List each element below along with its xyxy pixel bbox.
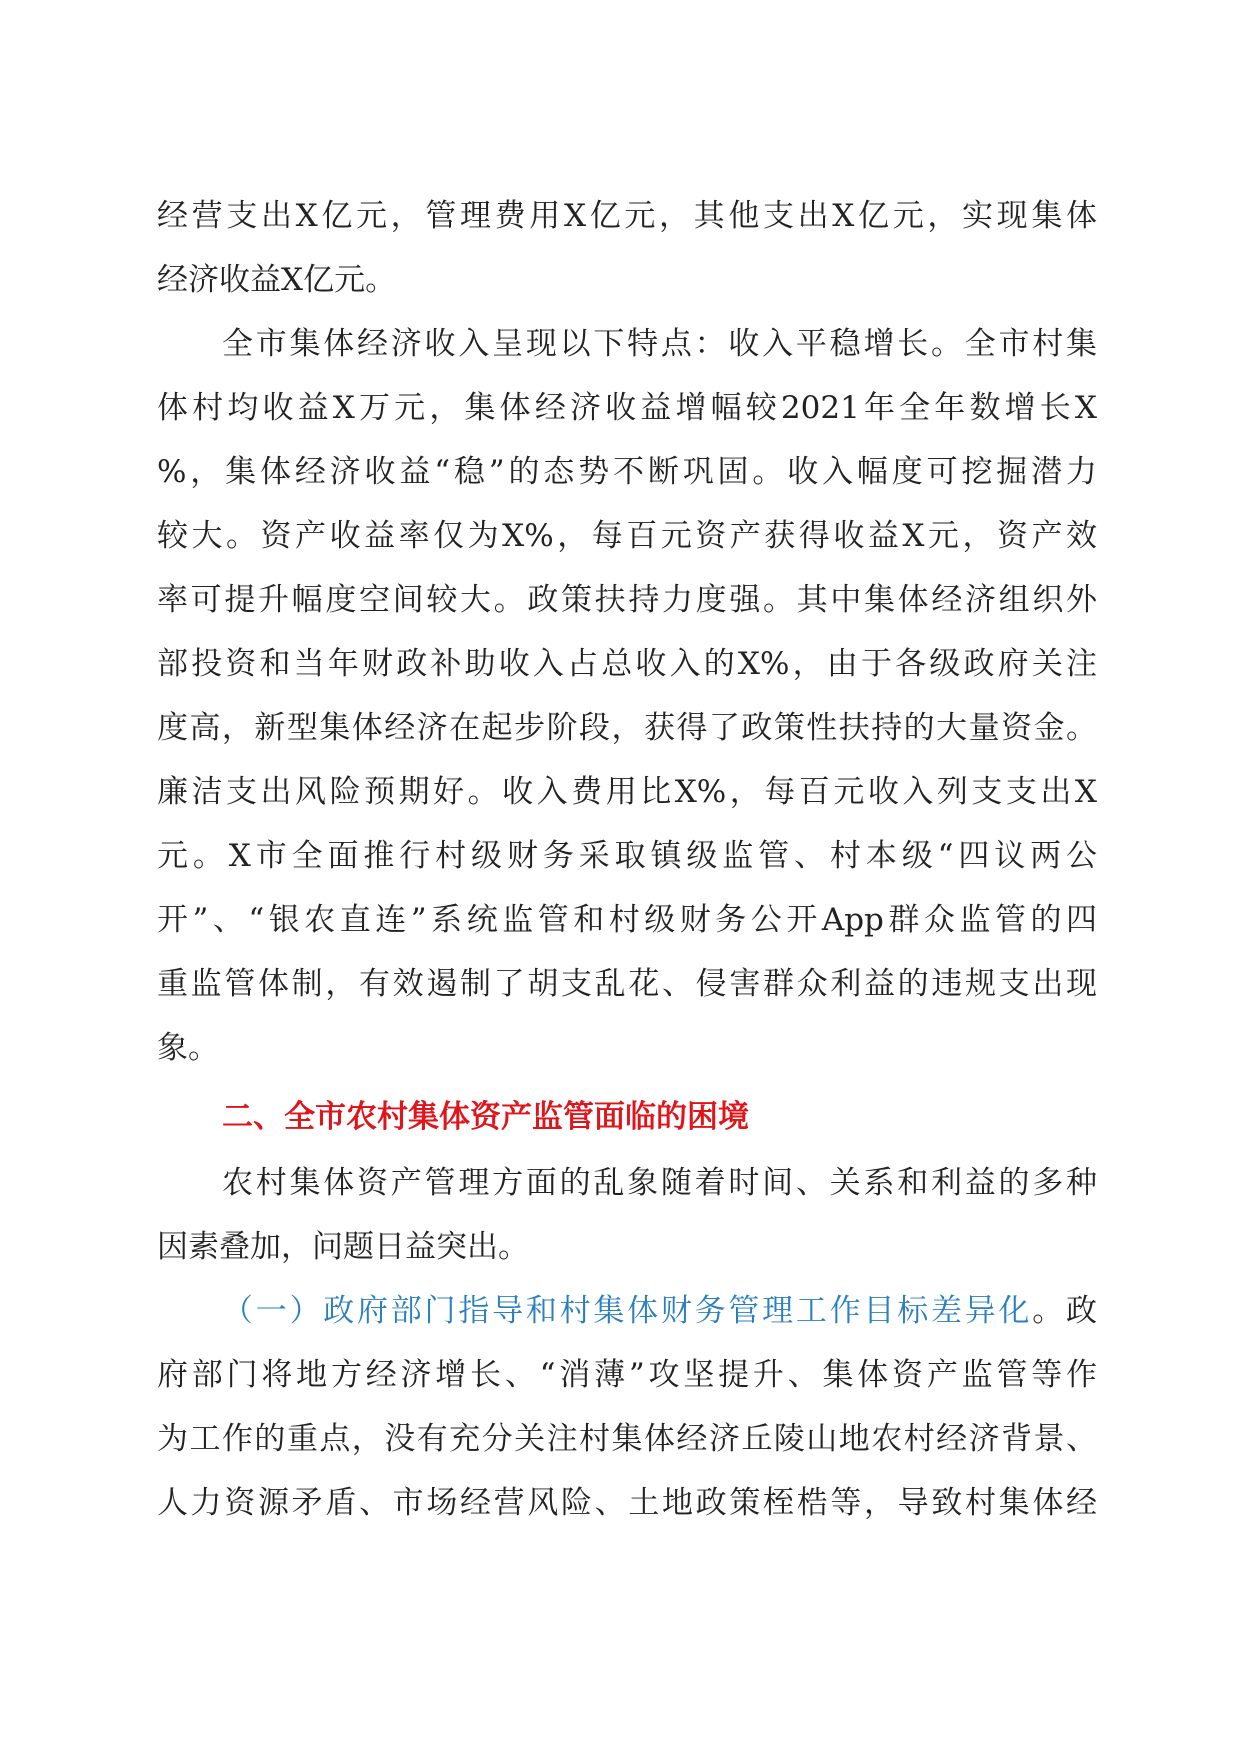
paragraph-line: 为工作的重点，没有充分关注村集体经济丘陵山地农村经济背景、 — [157, 1421, 1097, 1457]
paragraph-line: 因素叠加，问题日益突出。 — [157, 1229, 529, 1265]
paragraph-line: 府部门将地方经济增长、“消薄”攻坚提升、集体资产监管等作 — [157, 1357, 1097, 1393]
section-heading: 二、全市农村集体资产监管面临的困境 — [222, 1099, 749, 1135]
paragraph-line: 元。X市全面推行村级财务采取镇级监管、村本级“四议两公 — [157, 838, 1097, 874]
paragraph-line: 较大。资产收益率仅为X%，每百元资产获得收益X元，资产效 — [157, 518, 1097, 554]
subsection-title: （一）政府部门指导和村集体财务管理工作目标差异化 — [222, 1293, 1033, 1329]
paragraph-line: 象。 — [157, 1030, 219, 1066]
paragraph-line: 经营支出X亿元，管理费用X亿元，其他支出X亿元，实现集体 — [157, 198, 1097, 234]
subsection-text: 。政 — [1032, 1293, 1098, 1329]
paragraph-line: 经济收益X亿元。 — [157, 262, 397, 298]
paragraph-first-line — [222, 1289, 1097, 1333]
paragraph-line: 开”、“银农直连”系统监管和村级财务公开App群众监管的四 — [157, 902, 1097, 938]
paragraph-line: 率可提升幅度空间较大。政策扶持力度强。其中集体经济组织外 — [157, 582, 1097, 618]
paragraph-line: 重监管体制，有效遏制了胡支乱花、侵害群众利益的违规支出现 — [157, 966, 1097, 1002]
paragraph-line: 人力资源矛盾、市场经营风险、土地政策桎梏等，导致村集体经 — [157, 1485, 1097, 1521]
paragraph-line: 全市集体经济收入呈现以下特点：收入平稳增长。全市村集 — [222, 326, 1097, 362]
paragraph-line: 部投资和当年财政补助收入占总收入的X%，由于各级政府关注 — [157, 646, 1097, 682]
paragraph-line: 体村均收益X万元，集体经济收益增幅较2021年全年数增长X — [157, 390, 1097, 426]
paragraph-line: 廉洁支出风险预期好。收入费用比X%，每百元收入列支支出X — [157, 774, 1097, 810]
paragraph-line: 度高，新型集体经济在起步阶段，获得了政策性扶持的大量资金。 — [157, 710, 1097, 746]
paragraph-line: 农村集体资产管理方面的乱象随着时间、关系和利益的多种 — [222, 1165, 1097, 1201]
paragraph-line: %，集体经济收益“稳”的态势不断巩固。收入幅度可挖掘潜力 — [157, 454, 1097, 490]
